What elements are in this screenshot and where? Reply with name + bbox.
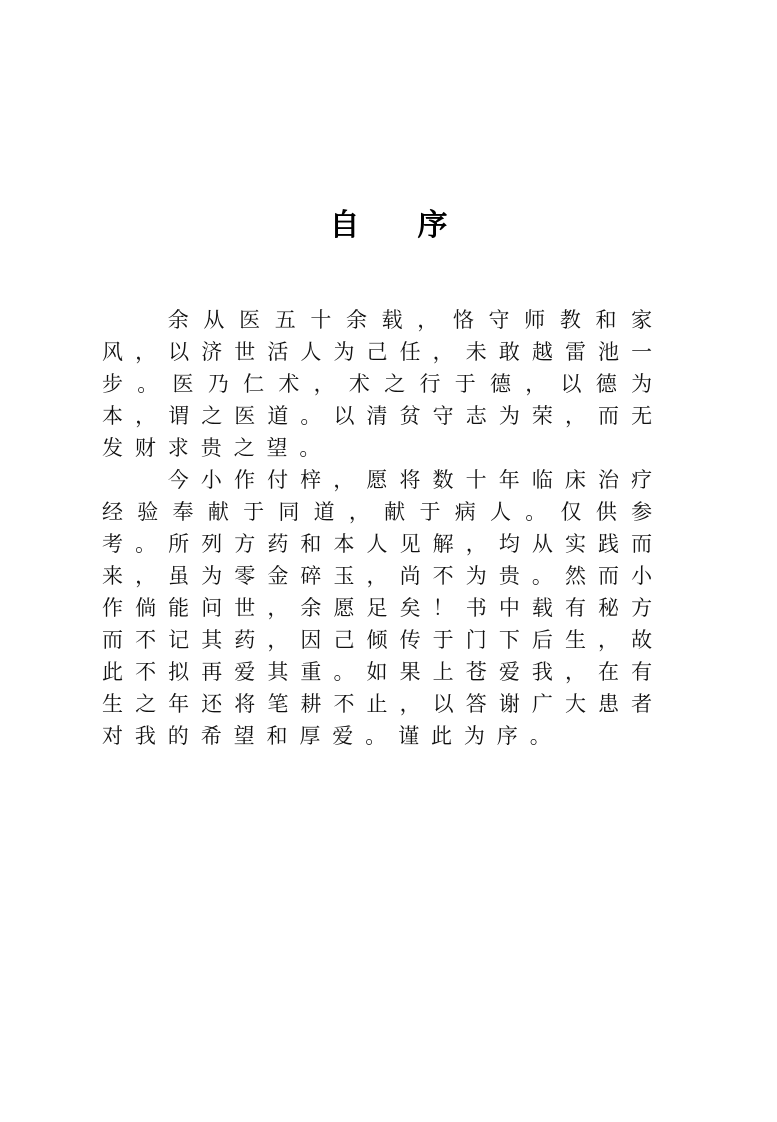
paragraph-2: 今小作付梓，愿将数十年临床治疗经验奉献于同道，献于病人。仅供参考。所列方药和本人见解，均从实践而来，虽为零金碎玉，尚不为贵。然而小作倘能问世，余愿足矣！书中载有秘方而不记其药，因己倾传于门下后生，故此不拟再爱其重。如果上苍爱我，在有生之年还将笔耕不止，以答谢广大患者对我的希望和厚爱。谨此为序。 xyxy=(102,468,664,748)
title-char-2: 序 xyxy=(417,208,448,243)
paragraph-1: 余从医五十余载，恪守师教和家风，以济世活人为己任，未敢越雷池一步。医乃仁术，术之行于德，以德为本，谓之医道。以清贫守志为荣，而无发财求贵之望。 xyxy=(102,308,664,460)
preface-body xyxy=(102,304,664,752)
title-char-1: 自 xyxy=(329,208,360,243)
page-title xyxy=(0,206,777,246)
